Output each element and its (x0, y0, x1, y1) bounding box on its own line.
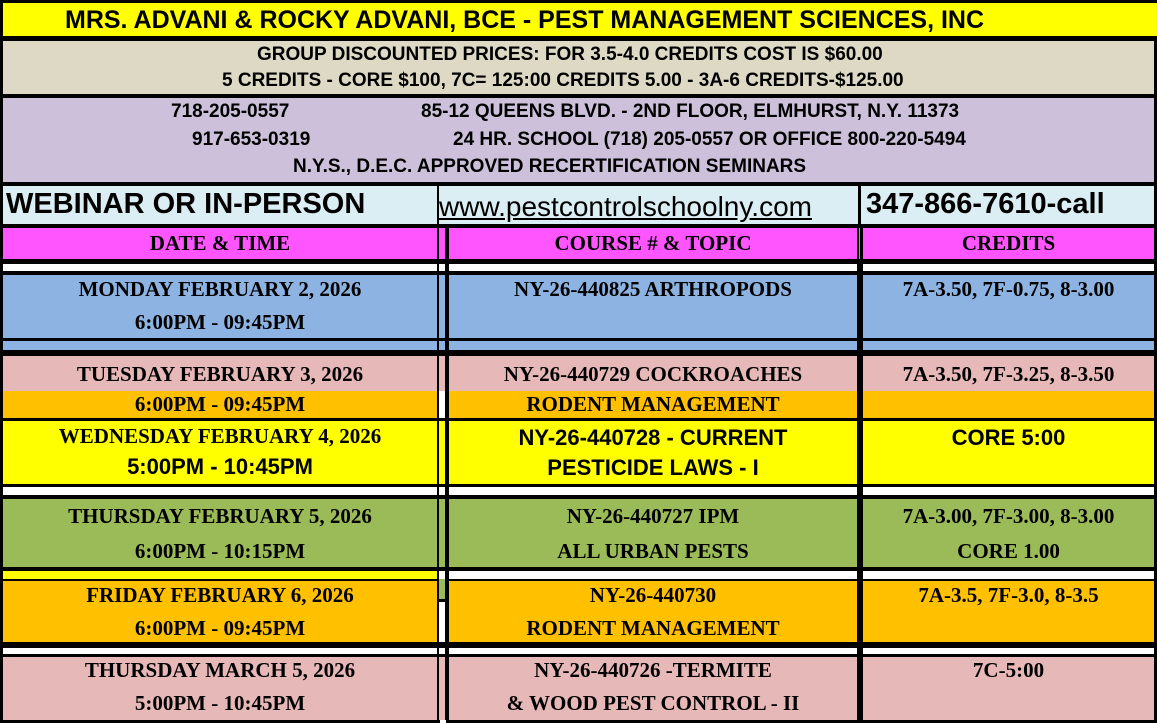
approval-text: N.Y.S., D.E.C. APPROVED RECERTIFICATION SEMINARS (293, 156, 807, 177)
row-time: 6:00PM - 09:45PM (134, 392, 306, 416)
phone-secondary: 917-653-0319 (192, 129, 311, 150)
row-date: WEDNESDAY FEBRUARY 4, 2026 (58, 424, 382, 448)
row-topic: PESTICIDE LAWS - I (547, 455, 759, 480)
table-row-3-date (3, 421, 437, 484)
row-date: THURSDAY MARCH 5, 2026 (84, 658, 356, 682)
spacer (449, 487, 857, 495)
spacer (439, 264, 445, 271)
row-time: 6:00PM - 10:15PM (134, 539, 306, 563)
row-date: THURSDAY FEBRUARY 5, 2026 (68, 504, 372, 528)
row-topic: RODENT MANAGEMENT (526, 616, 780, 640)
call-cell (861, 186, 1154, 224)
spacer (3, 341, 437, 350)
spacer (439, 571, 445, 579)
pricing-line-2: 5 CREDITS - CORE $100, 7C= 125:00 CREDITS 5.00 - 3A-6 CREDITS-$125.00 (222, 70, 904, 91)
row-time: 5:00PM - 10:45PM (127, 454, 313, 479)
table-row-2-course (449, 356, 857, 391)
row-time: 6:00PM - 09:45PM (134, 310, 306, 334)
website-link[interactable]: www.pestcontrolschoolny.com (439, 191, 812, 222)
row-course: NY-26-440730 (589, 583, 717, 607)
header-date-time (3, 228, 437, 259)
row-course: NY-26-440729 COCKROACHES (503, 362, 803, 386)
header-course-label: COURSE # & TOPIC (554, 231, 752, 255)
spacer (3, 487, 437, 495)
spacer (863, 648, 1154, 654)
pricing-section (3, 41, 1154, 94)
spacer (863, 571, 1154, 579)
spacer (3, 571, 437, 579)
row-date: TUESDAY FEBRUARY 3, 2026 (76, 362, 364, 386)
spacer (3, 648, 437, 654)
website-cell (439, 186, 858, 224)
gap (439, 421, 445, 484)
row-topic: & WOOD PEST CONTROL - II (506, 691, 800, 715)
school-office-phones: 24 HR. SCHOOL (718) 205-0557 OR OFFICE 800-220-5494 (453, 129, 966, 150)
row-credits: 7C-5:00 (972, 658, 1045, 682)
spacer (439, 648, 445, 654)
row-date: FRIDAY FEBRUARY 6, 2026 (86, 583, 354, 607)
spacer (863, 341, 1154, 350)
table-row-6-credits (863, 657, 1154, 720)
row-time: 5:00PM - 10:45PM (134, 691, 306, 715)
row-course: NY-26-440727 IPM (566, 504, 740, 528)
title-bar (3, 3, 1157, 36)
header-course (449, 228, 857, 259)
company-title: MRS. ADVANI & ROCKY ADVANI, BCE - PEST MANAGEMENT SCIENCES, INC (65, 6, 985, 34)
gap (439, 602, 445, 642)
header-credits-label: CREDITS (961, 231, 1056, 255)
table-row-5-date (3, 581, 437, 642)
pricing-line-1: GROUP DISCOUNTED PRICES: FOR 3.5-4.0 CREDITS COST IS $60.00 (257, 44, 883, 65)
header-credits (863, 228, 1154, 259)
table-row-2-date (3, 356, 437, 391)
gap (439, 499, 445, 567)
row-time: 6:00PM - 09:45PM (134, 616, 306, 640)
row-course: NY-26-440726 -TERMITE (534, 658, 772, 682)
table-row-4-course (449, 499, 857, 567)
credits-empty (863, 391, 1154, 418)
spacer (449, 648, 857, 654)
header-gap-2 (859, 228, 860, 259)
row-credits: 7A-3.00, 7F-3.00, 8-3.00 (902, 504, 1115, 528)
webinar-mode-cell (3, 186, 437, 224)
address: 85-12 QUEENS BLVD. - 2ND FLOOR, ELMHURST, N.Y. 11373 (421, 101, 960, 122)
table-row-4-credits (863, 499, 1154, 567)
contact-section (3, 98, 1154, 182)
spacer (439, 341, 445, 350)
spacer (449, 341, 857, 350)
header-date-time-label: DATE & TIME (149, 231, 291, 255)
row-credits: 7A-3.5, 7F-3.0, 8-3.5 (918, 583, 1099, 607)
row-credits-core: CORE 1.00 (957, 539, 1060, 563)
gap (439, 657, 445, 723)
row-course: NY-26-440825 ARTHROPODS (514, 277, 792, 301)
spacer (449, 571, 857, 579)
gap (439, 391, 445, 418)
table-row-4-date (3, 499, 437, 567)
table-row-2-time (3, 391, 437, 418)
table-row-1-course (449, 275, 857, 338)
gap (439, 275, 445, 338)
table-row-3-course (449, 421, 857, 484)
spacer (449, 264, 857, 271)
spacer (3, 264, 437, 271)
row-credits: 7A-3.50, 7F-3.25, 8-3.50 (902, 362, 1115, 386)
table-row-2-credits (863, 356, 1154, 391)
table-row-3-credits (863, 421, 1154, 484)
gap (439, 579, 445, 599)
table-row-6-course (449, 657, 857, 720)
gap (439, 356, 445, 391)
table-row-6-date (3, 657, 437, 720)
table-row-1-date (3, 275, 437, 338)
row-topic: ALL URBAN PESTS (557, 539, 749, 563)
spacer (863, 264, 1154, 271)
row-date: MONDAY FEBRUARY 2, 2026 (78, 277, 362, 301)
table-row-5-course (449, 581, 857, 642)
header-gap (439, 228, 445, 259)
webinar-mode: WEBINAR OR IN-PERSON (6, 188, 366, 220)
phone-primary: 718-205-0557 (171, 101, 290, 122)
spacer (863, 487, 1154, 495)
spacer (439, 487, 445, 495)
table-row-5-credits (863, 581, 1154, 642)
row-credits: 7A-3.50, 7F-0.75, 8-3.00 (902, 277, 1115, 301)
row-topic: RODENT MANAGEMENT (526, 392, 780, 416)
table-row-1-credits (863, 275, 1154, 338)
table-row-2-topic (449, 391, 857, 418)
row-course: NY-26-440728 - CURRENT (518, 425, 788, 450)
row-credits: CORE 5:00 (951, 425, 1066, 450)
call-number: 347-866-7610-call (866, 188, 1105, 220)
